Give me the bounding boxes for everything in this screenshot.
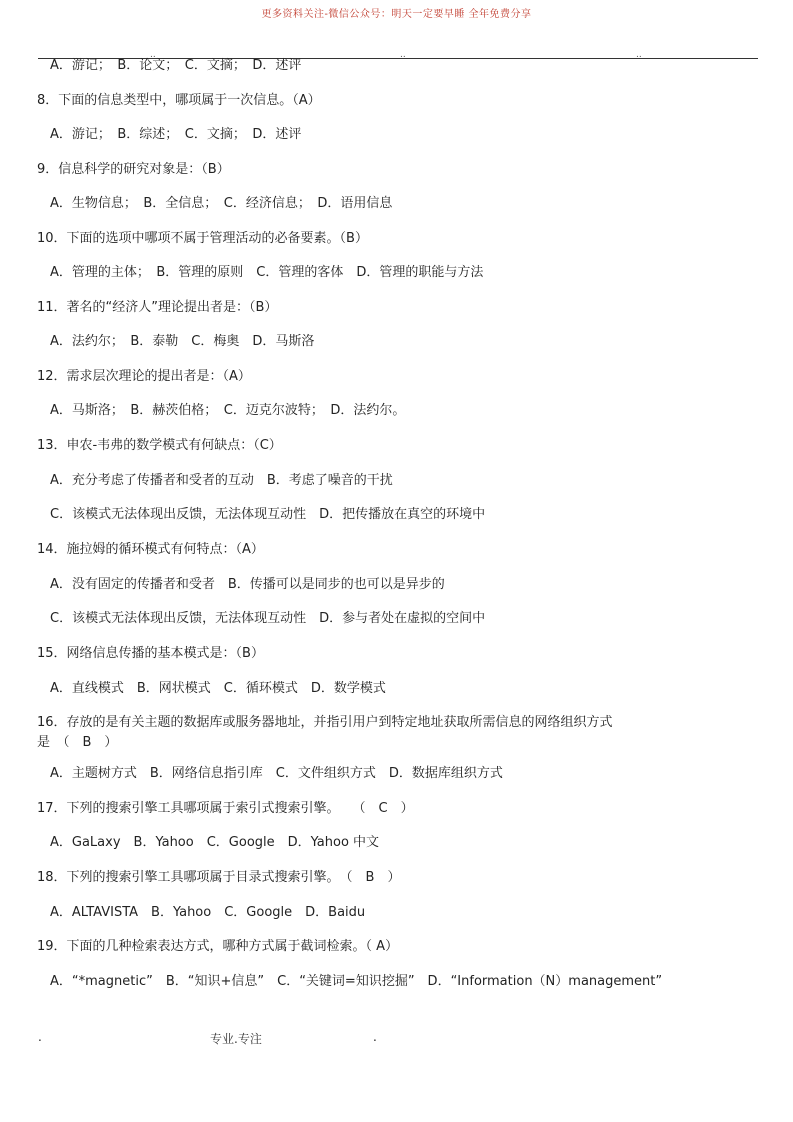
question-text: 8．下面的信息类型中，哪项属于一次信息。（A）	[37, 93, 321, 108]
question-text: 18．下列的搜索引擎工具哪项属于目录式搜索引擎。 （ B ）	[37, 870, 401, 885]
answer-options: A．GaLaxy B．Yahoo C．Google D．Yahoo 中文	[50, 835, 380, 850]
header-mark: ..	[636, 50, 642, 60]
footer-right-dot: .	[373, 1030, 377, 1044]
question-text: 16．存放的是有关主题的数据库或服务器地址，并指引用户到特定地址获取所需信息的网络组织方式	[37, 715, 613, 730]
answer-options: A．直线模式 B．网状模式 C．循环模式 D．数学模式	[50, 681, 386, 696]
answer-options: A．管理的主体； B．管理的原则 C．管理的客体 D．管理的职能与方法	[50, 265, 484, 280]
question-text: 17．下列的搜索引擎工具哪项属于索引式搜索引擎。 （ C ）	[37, 801, 414, 816]
answer-options: A．游记； B．论文； C．文摘； D．述评	[50, 58, 302, 73]
question-text: 9．信息科学的研究对象是：（B）	[37, 162, 230, 177]
header-mark: ..	[150, 50, 156, 60]
answer-options: A．生物信息； B．全信息； C．经济信息； D．语用信息	[50, 196, 393, 211]
answer-options: A．ALTAVISTA B．Yahoo C．Google D．Baidu	[50, 905, 366, 920]
answer-options: C．该模式无法体现出反馈，无法体现互动性 D．参与者处在虚拟的空间中	[50, 611, 486, 626]
answer-options: A．充分考虑了传播者和受者的互动 B．考虑了噪音的干扰	[50, 473, 393, 488]
question-text: 是 （ B ）	[37, 735, 118, 750]
answer-options: A．游记； B．综述； C．文摘； D．述评	[50, 127, 302, 142]
footer-text: 专业.专注	[210, 1032, 262, 1046]
header-mark: ..	[400, 50, 406, 60]
answer-options: A．主题树方式 B．网络信息指引库 C．文件组织方式 D．数据库组织方式	[50, 766, 503, 781]
question-text: 12．需求层次理论的提出者是：（A）	[37, 369, 251, 384]
question-text: 13．申农-韦弗的数学模式有何缺点：（C）	[37, 438, 282, 453]
question-text: 10．下面的选项中哪项不属于管理活动的必备要素。（B）	[37, 231, 368, 246]
answer-options: C．该模式无法体现出反馈，无法体现互动性 D．把传播放在真空的环境中	[50, 507, 486, 522]
answer-options: A．法约尔； B．泰勒 C．梅奥 D．马斯洛	[50, 334, 315, 349]
footer-left-dot: .	[38, 1030, 42, 1044]
question-text: 19．下面的几种检索表达方式，哪种方式属于截词检索。（ A）	[37, 939, 399, 954]
top-banner: 更多资料关注-微信公众号：明天一定要早睡 全年免费分享	[261, 9, 532, 20]
answer-options: A．马斯洛； B．赫茨伯格； C．迈克尔波特； D．法约尔。	[50, 403, 406, 418]
question-text: 15．网络信息传播的基本模式是：（B）	[37, 646, 264, 661]
question-text: 14．施拉姆的循环模式有何特点：（A）	[37, 542, 264, 557]
question-text: 11．著名的“经济人”理论提出者是：（B）	[37, 300, 278, 315]
answer-options: A．“*magnetic” B．“知识+信息” C．“关键词=知识挖掘” D．“Information（N）management”	[50, 974, 663, 989]
answer-options: A．没有固定的传播者和受者 B．传播可以是同步的也可以是异步的	[50, 577, 445, 592]
